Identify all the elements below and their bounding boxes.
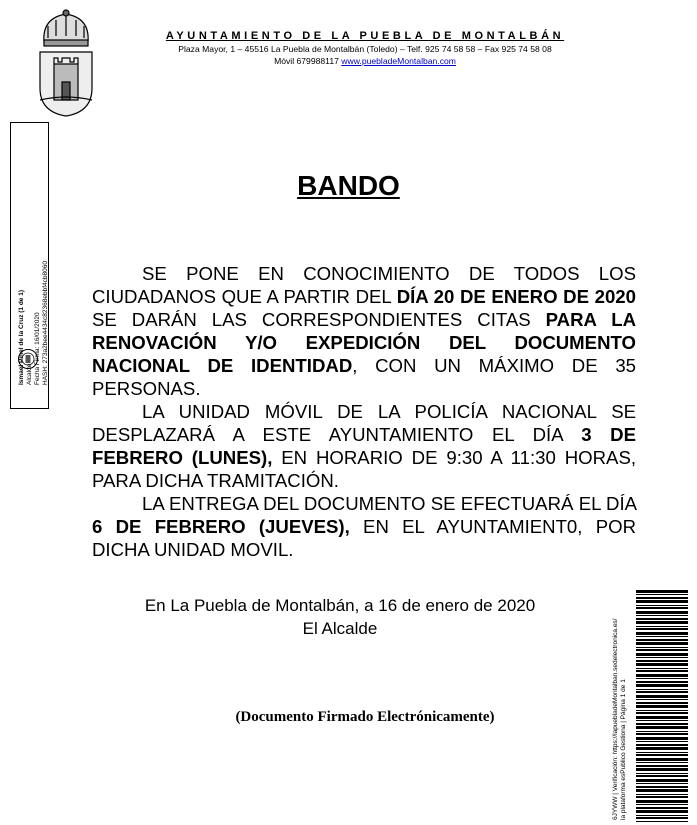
document-title: BANDO <box>297 170 400 201</box>
seal-icon <box>17 348 39 370</box>
sign-date: Fecha Firma: 16/01/2020 <box>34 312 41 385</box>
signer-name: Ismael Pinel de la Cruz (1 de 1) <box>18 289 25 385</box>
org-name: AYUNTAMIENTO DE LA PUEBLA DE MONTALBÁN <box>165 30 565 42</box>
sign-hash: HASH: 273a2bee4434c82368ebbf4cb8060 <box>42 261 49 385</box>
paragraph-1 <box>92 262 636 400</box>
p3-text-c: EN EL AYUNTAMIENT0, POR DICHA UNIDAD MOVIL. <box>92 516 636 560</box>
p2-text-b: 3 DE FEBRERO (LUNES), <box>92 424 636 468</box>
p1-text-b: DÍA 20 DE ENERO DE 2020 <box>396 286 636 307</box>
p2-text-c: EN HORARIO DE 9:30 A 11:30 HORAS, PARA DICHA TRAMITACIÓN. <box>92 447 637 491</box>
paragraph-2 <box>92 400 636 492</box>
town-crest-logo <box>34 8 98 118</box>
p3-text-a: LA ENTREGA DEL DOCUMENTO SE EFECTUARÁ EL DÍA <box>142 493 636 514</box>
signer-title: El Alcalde <box>302 619 378 638</box>
p1-text-e: , CON UN MÁXIMO DE 35 PERSONAS. <box>92 355 636 399</box>
verification-barcode <box>636 590 688 822</box>
electronic-signature-note: (Documento Firmado Electrónicamente) <box>235 709 495 725</box>
verification-text <box>612 580 627 820</box>
website-link[interactable]: www.puebladeMontalban.com <box>341 56 456 66</box>
p2-text-a: LA UNIDAD MÓVIL DE LA POLICÍA NACIONAL SE DESPLAZARÁ A ESTE AYUNTAMIENTO EL DÍA <box>92 401 636 445</box>
paragraph-3 <box>92 492 636 561</box>
p3-text-b: 6 DE FEBRERO (JUEVES), <box>92 516 350 537</box>
mobile-label: Móvil 679988117 <box>274 56 339 66</box>
verification-line-2: la plataforma esPublico Gestiona | Página 1 de 1 <box>619 679 627 820</box>
notice-body <box>92 262 636 561</box>
contact-line <box>120 56 610 66</box>
p1-text-c: SE DARÁN LAS CORRESPONDIENTES CITAS <box>92 309 546 330</box>
letterhead <box>120 30 610 66</box>
place-date: En La Puebla de Montalbán, a 16 de enero de 2020 <box>144 596 536 615</box>
side-signature-text <box>18 125 50 385</box>
p1-text-a: SE PONE EN CONOCIMIENTO DE TODOS LOS CIUDADANOS QUE A PARTIR DEL <box>92 263 636 307</box>
p1-text-d: PARA LA RENOVACIÓN Y/O EXPEDICIÓN DEL DOCUMENTO NACIONAL DE IDENTIDAD <box>92 309 636 376</box>
verification-line-1: 6JYWW | Verificación: https://lapuebladeMontalban.sedelectronica.es/ <box>612 618 619 820</box>
address-line: Plaza Mayor, 1 – 45516 La Puebla de Montalbán (Toledo) – Telf. 925 74 58 58 – Fax 925 74 58 08 <box>178 44 552 54</box>
signer-role: Alcalde <box>26 363 33 385</box>
